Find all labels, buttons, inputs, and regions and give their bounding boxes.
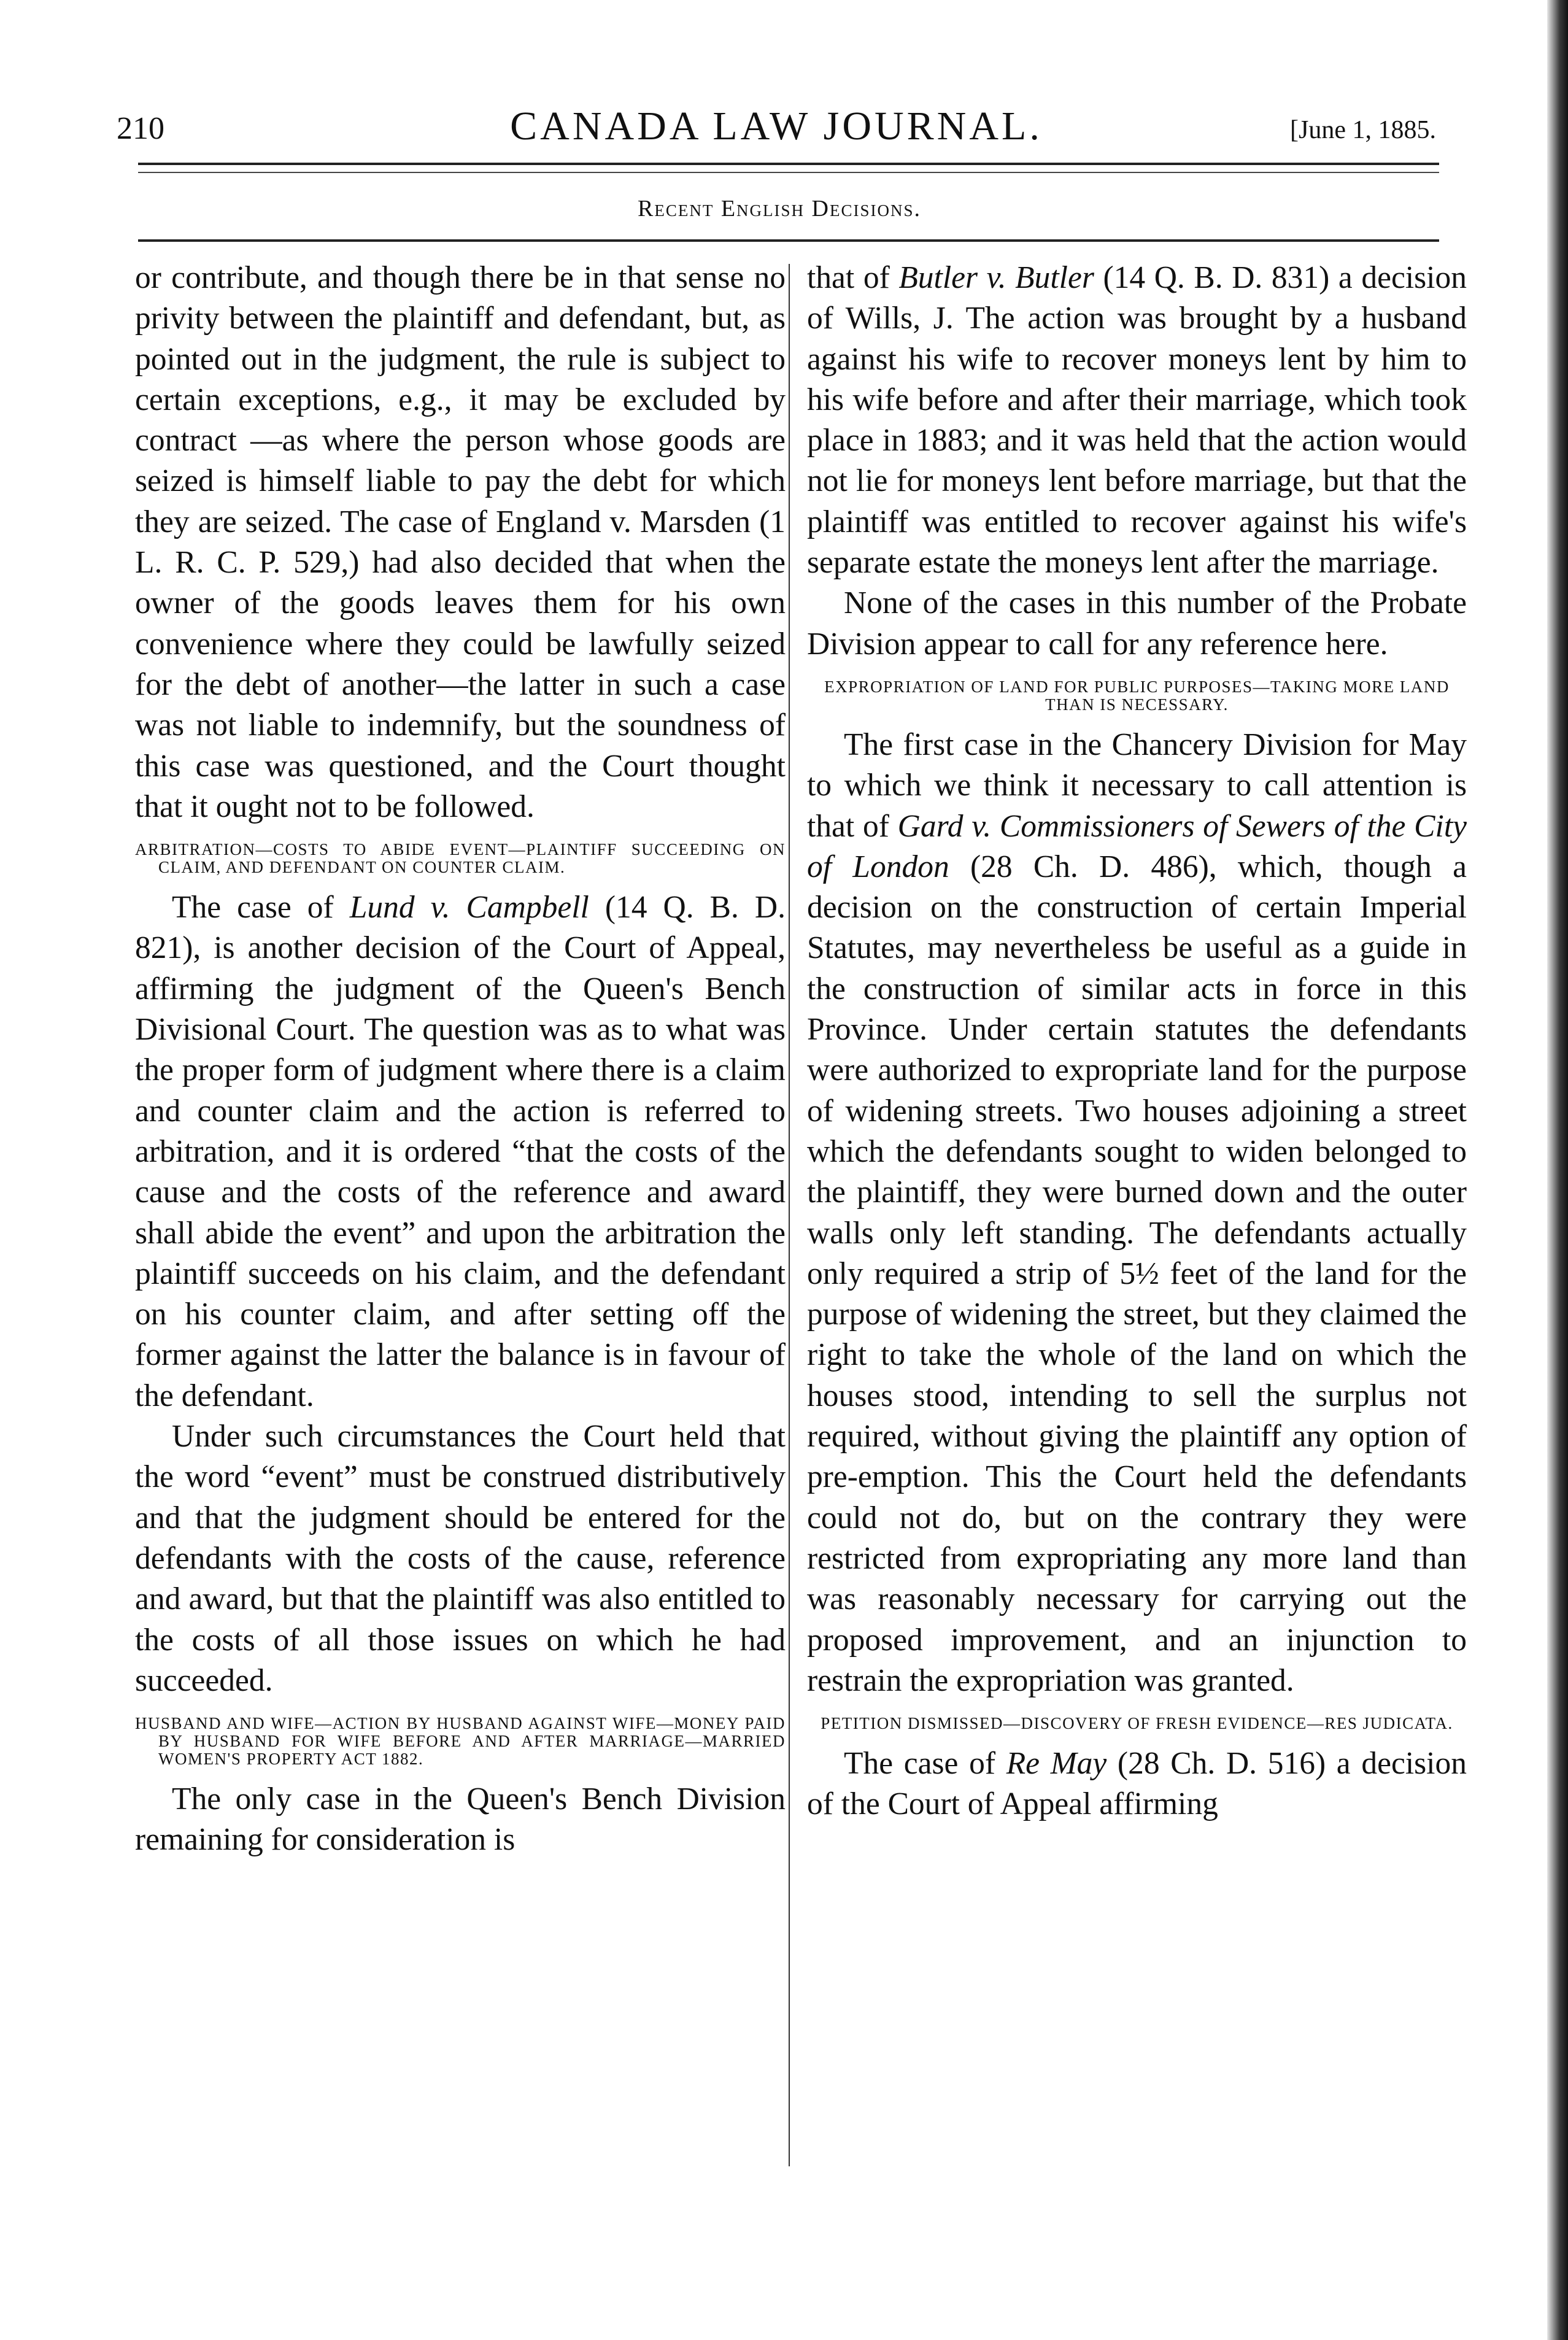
text-run: The first case in the Chancery Division for May to which we think it necessary to call attention is that of bbox=[807, 727, 1467, 844]
paragraph bbox=[807, 258, 1467, 583]
paragraph bbox=[135, 887, 786, 1416]
paragraph: Under such circumstances the Court held that the word “event” must be construed distributively and that the judgment should be entered for the defendants with the costs of the cause, reference and award, but that the plaintiff was also entitled to the costs of all those issues on which he had succeeded. bbox=[135, 1419, 786, 1698]
text-run: (28 Ch. D. 516) a decision of the Court of Appeal affirming bbox=[807, 1746, 1467, 1822]
section-heading: ARBITRATION—COSTS TO ABIDE EVENT—PLAINTIFF SUCCEEDING ON CLAIM, AND DEFENDANT ON COUNTER CLAIM. bbox=[135, 840, 786, 877]
text-run: that of bbox=[807, 260, 899, 295]
running-title: Recent English Decisions. bbox=[638, 196, 921, 222]
case-name: Gard v. Commissioners of Sewers of the City of London bbox=[807, 808, 1467, 884]
case-name: Butler v. Butler bbox=[898, 260, 1094, 295]
issue-date: [June 1, 1885. bbox=[1290, 116, 1436, 144]
paragraph: None of the cases in this number of the Probate Division appear to call for any reference here. bbox=[807, 585, 1467, 662]
page-edge-shadow bbox=[1547, 0, 1568, 2340]
header-rule bbox=[138, 163, 1439, 165]
section-heading: HUSBAND AND WIFE—ACTION BY HUSBAND AGAINST WIFE—MONEY PAID BY HUSBAND FOR WIFE BEFORE AND AFTER MARRIAGE—MARRIED WOMEN'S PROPERTY ACT 1882. bbox=[135, 1714, 786, 1769]
journal-title: CANADA LAW JOURNAL. bbox=[510, 104, 1043, 149]
right-column bbox=[807, 258, 1467, 1825]
paragraph: The only case in the Queen's Bench Division remaining for consideration is bbox=[135, 1782, 786, 1858]
text-run: The case of bbox=[844, 1746, 1006, 1782]
page-header bbox=[117, 98, 1436, 160]
paragraph: or contribute, and though there be in that sense no privity between the plaintiff and defendant, but, as pointed out in the judgment, the rule is subject to certain exceptions, e.g., it may be excluded by contract —as where the person whose goods are seized is himself liable to pay the debt for which they are seized. The case of England v. Marsden (1 L. R. C. P. 529,) had also decided that when the owner of the goods leaves them for his own convenience where they could be lawfully seized for the debt of another—the latter in such a case was not liable to indemnify, but the soundness of this case was questioned, and the Court thought that it ought not to be followed. bbox=[135, 260, 786, 824]
text-run: (14 Q. B. D. 821), is another decision of the Court of Appeal, affirming the judgment of the Queen's Bench Divisional Court. The question was as to what was the proper form of judgment where there is a claim and counter claim and the action is referred to arbitration, and it is ordered “that the costs of the cause and the costs of the reference and award shall abide the event” and upon the arbitration the plaintiff succeeds on his claim, and the defendant on his counter claim, and after setting off the former against the latter the balance is in favour of the defendant. bbox=[135, 890, 786, 1413]
page-number: 210 bbox=[117, 111, 164, 146]
column-divider bbox=[789, 264, 790, 2166]
header-rule-thin bbox=[138, 172, 1439, 173]
text-run: (28 Ch. D. 486), which, though a decision on the construction of certain Imperial Statutes, may nevertheless be useful as a guide in the construction of similar acts in force in this Province. Under certain statutes the defendants were authorized to expropriate land for the purpose of widening streets. Two houses adjoining a street which the defendants sought to widen belonged to the plaintiff, they were burned down and the outer walls only left standing. The defendants actually only required a strip of 5½ feet of the land for the purpose of widening the street, but they claimed the right to take the whole of the land on which the houses stood, intending to sell the surplus not required, without giving the plaintiff any option of pre-emption. This the Court held the defendants could not do, but on the contrary they were restricted from expropriating any more land than was reasonably necessary for carrying out the proposed improvement, and an injunction to restrain the expropriation was granted. bbox=[807, 849, 1467, 1698]
text-run: The case of bbox=[172, 890, 350, 925]
paragraph bbox=[807, 1743, 1467, 1825]
case-name: Re May bbox=[1006, 1746, 1107, 1782]
paragraph bbox=[807, 725, 1467, 1701]
section-heading: EXPROPRIATION OF LAND FOR PUBLIC PURPOSES—TAKING MORE LAND THAN IS NECESSARY. bbox=[824, 677, 1450, 714]
section-heading: PETITION DISMISSED—DISCOVERY OF FRESH EVIDENCE—RES JUDICATA. bbox=[821, 1714, 1453, 1733]
text-run: (14 Q. B. D. 831) a decision of Wills, J. The action was brought by a husband against his wife to recover moneys lent by him to his wife before and after their marriage, which took place in 1883; and it was held that the action would not lie for moneys lent before marriage, but that the plaintiff was entitled to recover against his wife's separate estate the moneys lent after the marriage. bbox=[807, 260, 1467, 581]
left-column bbox=[135, 258, 786, 1861]
case-name: Lund v. Campbell bbox=[349, 890, 589, 925]
section-rule bbox=[138, 239, 1439, 242]
